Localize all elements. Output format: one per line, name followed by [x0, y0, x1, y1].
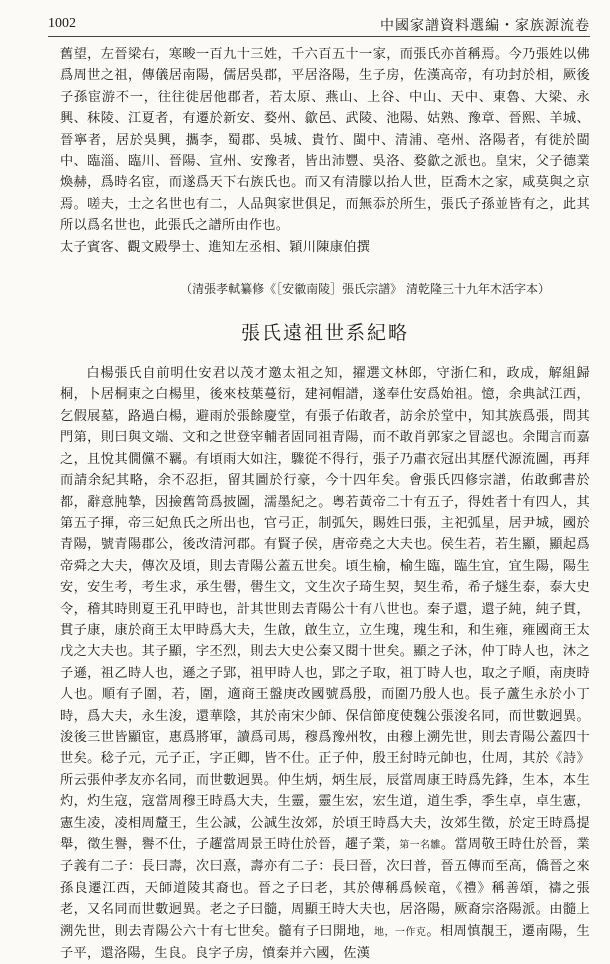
source-citation: （清張孝軾纂修《［安徽南陵］張氏宗譜》 清乾隆三十九年木活字本）	[180, 282, 550, 297]
section-text-tail: 。當周敬王時仕於晉，業子義有二子：長曰壽，次曰熹，壽亦有二子：長曰晉，次曰普，晉五傳而至高，僑晉之來孫良遷江西，天師道陵其裔也。晉之子曰老，其於傳稱爲候竜，《禮》稱善頌，禱之張老，又名同而世數迥異。老之子曰髓，周顯王時大夫也，居洛陽，厥裔宗洛陽派。由髓上溯先世，則去青陽公六十有七世矣。髓有子曰開地，	[60, 837, 591, 939]
section-paragraph	[60, 363, 590, 964]
page-number: 1002	[48, 16, 76, 31]
section-body	[60, 363, 590, 964]
section-note-2: 地，一作克	[374, 926, 427, 938]
section-title: 張氏遠祖世系紀略	[240, 322, 409, 345]
intro-block	[60, 44, 590, 258]
section-text-main: 白楊張氏自前明仕安君以茂才邀太祖之知，擢選文林郎，守浙仁和，政成，解組歸桐，卜居桐東之白楊里，後來枝葉蔓衍，建祠帽譜，遂奉仕安爲始祖。憶，余典試江西，乞假展墓，路過白楊，避雨於張餘慶堂，有張子佑敢者，訪余於堂中，知其族爲張，問其門第，則曰與文端、文和之世登宰輔者固同祖青陽，而不敢肖郭家之冒認也。余聞言而嘉之，且悅其僩儻不羈。有頃雨大如注，驟從不得行，張子乃肅衣冠出其歷代源流圖，再拜而請余紀其略，余不忍拒，留其圖於行豪，今十四年矣。會張氏四修宗譜，佑敢郵書於都，辭意肫摯，因撿舊笥爲披圖，濡墨紀之。粵若黃帝二十有五子，得姓者十有四人，其第五子揮，帝三妃魚氏之所出也，官弓正，制弧矢，賜姓曰張，主祀弧星，居尹城，國於青陽，號青陽郡公，後改清河郡。有賢子侯，唐帝堯之大夫也。侯生若，若生顯，顯起爲帝舜之大夫，傳次及頃，則去青陽公蓋五世矣。頃生榆，榆生臨，臨生宜，宜生陽，陽生安，安生考，考生求，承生嚳，嚳生文，文生次子琦生契，契生希，希子燧生泰，泰大史令，稽其時則夏王孔甲時也，計其世則去青陽公十有八世也。秦子還，還子純，純子貫，貫子康，康於商王太甲時爲大夫，生啟，啟生立，立生瑰，瑰生和，和生雍，雍國商王太戊之大夫也。其子顯，字丕烈，則去大史公秦又閱十世矣。顯之子沐，仲丁時人也，沐之子遜，祖乙時人也，遜之子郢，祖甲時人也，郢之子取，祖丁時人也，取之子順，南庚時人也。順有子圍，若，圍，適商王盤庚改國號爲殷，而圍乃殷人也。長子蘆生永於小丁時，爲大夫，永生浚，還華陰，其於南宋少師、保信節度使魏公張浚名同，而世數迥異。浚後三世皆顯宦，惠爲將軍，讀爲司馬，穆爲豫州牧，由穆上溯先世，則去青陽公蓋四十世矣。稔子元，元子正，字正卿，皆不仕。正子仲，殷王紂時元帥也，仕周，其於《詩》所云張仲孝友亦名同，而世數迥異。仲生炳，炳生辰，辰當周康王時爲先鋒，生本，本生灼，灼生寇，寇當周穆王時爲大夫，生靈，靈生宏，宏生道，道生季，季生卓，卓生憲，憲生凌，凌相周釐王，生公誠，公誠生汝郊，於頃王時爲大夫，汝郊生徵，於定王時爲提舉，徵生譽，譽不仕，子趯當周景王時仕於晉，趯子業，	[60, 366, 590, 852]
page-content	[60, 44, 590, 964]
section-note: 第一名雛	[399, 840, 441, 851]
running-title: 中國家譜資料選編・家族源流卷	[380, 18, 590, 34]
section-text-tail-2: 。相周慎靚王，遷南陽，生子平，還洛陽，生良。良字子房，憤秦并六國，佐漢	[60, 923, 590, 962]
page-header	[48, 14, 590, 37]
intro-paragraph: 舊望，左晉梁右，寒畯一百九十三姓，千六百五十一家，而張氏亦首稱焉。今乃張姓以佛爲周世之祖，傳儀居南陽，儒居吳郡，平居洛陽，生子房，佐漢高帝，有功封於相，厥後子孫宦游不一，往往徙居他郡者，若太原、燕山、上谷、中山、天中、東魯、大梁、永興、秣陵、江夏者，有遷於新安、婺州、歙邑、武陵、池陽、姑熟、豫章、晉熙、羊城、晉寧者，居於吳興，攜李，蜀郡、吳城、貴竹、閩中、清浦、亳州、洛陽者，有徙於閩中、臨淄、臨川、晉陽、宣州、安豫者，皆出沛豐、吳洛、婺歙之派也。皇宋，父子德業煥赫，爲時名宦，而遂爲天下右族氏也。而又有清朦以抬人世，臣喬木之家，咸莫與之京焉。嗟夫，士之名世也有二，人品與家世俱足，而無忝於所生，張氏子孫並皆有之，此其所以爲名世也，此張氏之譜所由作也。	[60, 47, 590, 234]
intro-author: 太子賓客、觀文殿學士、進知左丞相、穎川陳康伯撰	[60, 239, 371, 255]
